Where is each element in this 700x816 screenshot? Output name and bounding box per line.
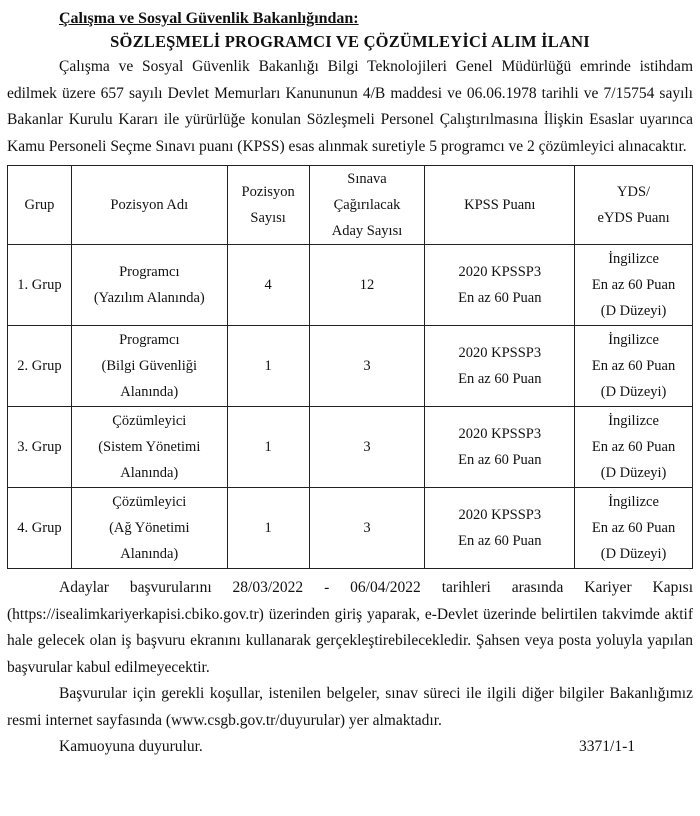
position-cell: Programcı (Yazılım Alanında) bbox=[71, 245, 227, 326]
position-cell: Çözümleyici (Sistem Yönetimi Alanında) bbox=[71, 407, 227, 488]
header-position: Pozisyon Adı bbox=[71, 166, 227, 245]
group-cell: 2. Grup bbox=[8, 326, 72, 407]
info-paragraph: Başvurular için gerekli koşullar, istenilen belgeler, sınav süreci ile ilgili diğer bilgiler Bakanlığımız resmi internet sayfasında (www.csgb.gov.tr/duyurular) yer almaktadır. bbox=[7, 685, 693, 729]
kpss-cell: 2020 KPSSP3 En az 60 Puan bbox=[425, 245, 575, 326]
closing-line bbox=[7, 734, 693, 761]
table-row bbox=[8, 245, 693, 326]
yds-cell: İngilizce En az 60 Puan (D Düzeyi) bbox=[575, 326, 693, 407]
yds-cell: İngilizce En az 60 Puan (D Düzeyi) bbox=[575, 488, 693, 569]
announcement-title: SÖZLEŞMELİ PROGRAMCI VE ÇÖZÜMLEYİCİ ALIM İLANI bbox=[110, 32, 590, 51]
reference-number: 3371/1-1 bbox=[579, 738, 635, 755]
group-cell: 1. Grup bbox=[8, 245, 72, 326]
invited-cell: 12 bbox=[309, 245, 425, 326]
invited-cell: 3 bbox=[309, 488, 425, 569]
table-row bbox=[8, 488, 693, 569]
count-cell: 1 bbox=[227, 488, 309, 569]
table-row bbox=[8, 326, 693, 407]
intro-paragraph: Çalışma ve Sosyal Güvenlik Bakanlığı Bilgi Teknolojileri Genel Müdürlüğü emrinde istihdam edilmek üzere 657 sayılı Devlet Memurları Kanununun 4/B maddesi ve 06.06.1978 tarihli ve 7/15754 sayılı Bakanlar Kurulu Kararı ile yürürlüğe konulan Sözleşmeli Personel Çalıştırılmasına İlişkin Esaslar uyarınca Kamu Personeli Seçme Sınavı puanı (KPSS) esas alınmak suretiyle 5 programcı ve 2 çözümleyici alınacaktır. bbox=[7, 58, 693, 155]
yds-cell: İngilizce En az 60 Puan (D Düzeyi) bbox=[575, 407, 693, 488]
count-cell: 4 bbox=[227, 245, 309, 326]
kpss-cell: 2020 KPSSP3 En az 60 Puan bbox=[425, 326, 575, 407]
count-cell: 1 bbox=[227, 326, 309, 407]
issuer-heading: Çalışma ve Sosyal Güvenlik Bakanlığından: bbox=[59, 10, 359, 27]
position-cell: Programcı (Bilgi Güvenliği Alanında) bbox=[71, 326, 227, 407]
invited-cell: 3 bbox=[309, 326, 425, 407]
header-group: Grup bbox=[8, 166, 72, 245]
header-invited: Sınava Çağırılacak Aday Sayısı bbox=[309, 166, 425, 245]
closing-text: Kamuoyuna duyurulur. bbox=[59, 738, 203, 755]
invited-cell: 3 bbox=[309, 407, 425, 488]
header-kpss: KPSS Puanı bbox=[425, 166, 575, 245]
group-cell: 4. Grup bbox=[8, 488, 72, 569]
kpss-cell: 2020 KPSSP3 En az 60 Puan bbox=[425, 488, 575, 569]
positions-table bbox=[7, 165, 693, 569]
count-cell: 1 bbox=[227, 407, 309, 488]
group-cell: 3. Grup bbox=[8, 407, 72, 488]
table-header-row bbox=[8, 166, 693, 245]
yds-cell: İngilizce En az 60 Puan (D Düzeyi) bbox=[575, 245, 693, 326]
header-yds: YDS/ eYDS Puanı bbox=[575, 166, 693, 245]
application-paragraph: Adaylar başvurularını 28/03/2022 - 06/04/2022 tarihleri arasında Kariyer Kapısı (https://isealimkariyerkapisi.cbiko.gov.tr) üzerinden giriş yaparak, e-Devlet üzerinde belirtilen takvimde aktif hale gelecek olan iş başvuru ekranını kullanarak gerçekleştirebilecekledir. Şahsen veya posta yoluyla yapılan başvurular kabul edilmeyecektir. bbox=[7, 579, 693, 676]
position-cell: Çözümleyici (Ağ Yönetimi Alanında) bbox=[71, 488, 227, 569]
header-count: Pozisyon Sayısı bbox=[227, 166, 309, 245]
kpss-cell: 2020 KPSSP3 En az 60 Puan bbox=[425, 407, 575, 488]
table-row bbox=[8, 407, 693, 488]
